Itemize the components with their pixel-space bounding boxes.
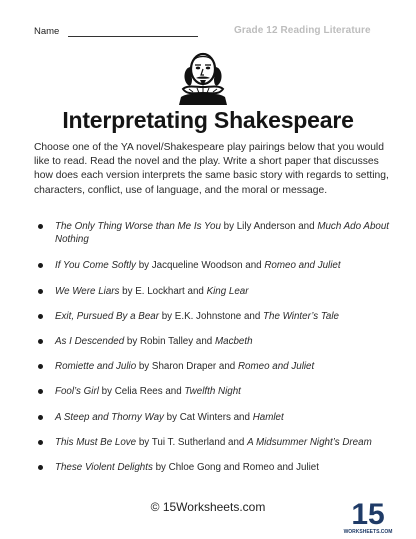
author-connector: by E. Lockhart and: [119, 285, 207, 297]
bullet-icon: [38, 224, 43, 229]
author-connector: by Celia Rees and: [98, 386, 185, 398]
novel-title: A Steep and Thorny Way: [55, 411, 164, 423]
pairing-item: [38, 310, 390, 323]
play-title: Twelfth Night: [184, 386, 241, 398]
name-label: Name: [34, 26, 60, 37]
shakespeare-portrait-icon: [173, 45, 233, 105]
novel-title: This Must Be Love: [55, 436, 137, 448]
pairing-item: [38, 360, 390, 373]
author-connector: by Robin Talley and: [124, 336, 215, 348]
bullet-icon: [38, 289, 43, 294]
author-connector: by Lily Anderson and: [220, 221, 318, 232]
play-title: King Lear: [206, 285, 249, 297]
play-title: Hamlet: [252, 411, 284, 423]
bullet-icon: [38, 364, 43, 369]
play-title: A Midsummer Night’s Dream: [247, 436, 372, 448]
bullet-icon: [38, 314, 43, 319]
logo-text: WORKSHEETS.COM: [343, 529, 393, 535]
name-line[interactable]: [68, 36, 198, 37]
bullet-icon: [38, 263, 43, 268]
pairing-item: [38, 220, 390, 246]
pairing-item: [38, 436, 390, 449]
name-row: [34, 24, 394, 40]
pairing-item: [38, 335, 390, 348]
play-title: Romeo and Juliet: [237, 361, 315, 373]
play-title: The Winter’s Tale: [263, 310, 340, 322]
grade-label: Grade 12 Reading Literature: [234, 25, 371, 36]
bullet-icon: [38, 440, 43, 445]
pairing-list: [38, 220, 390, 474]
page-title: Interpretating Shakespeare: [62, 107, 354, 133]
novel-title: Exit, Pursued By a Bear: [55, 310, 160, 322]
author-connector: by Cat Winters and: [163, 411, 253, 423]
logo-number: 15: [351, 498, 385, 531]
bullet-icon: [38, 339, 43, 344]
pairing-item: [38, 411, 390, 424]
novel-title: As I Descended: [55, 336, 125, 348]
play-title: Much Ado About Nothing: [55, 221, 390, 246]
novel-title: Fool’s Girl: [55, 386, 99, 398]
author-connector: by Chloe Gong and Romeo and Juliet: [152, 462, 319, 474]
novel-title: The Only Thing Worse than Me Is You: [55, 221, 221, 232]
author-connector: by E.K. Johnstone and: [159, 310, 264, 322]
novel-title: If You Come Softly: [55, 260, 136, 272]
play-title: Romeo and Juliet: [264, 260, 341, 272]
instructions-paragraph: Choose one of the YA novel/Shakespeare play pairings below that you would like to read. Read the novel and the play. Write a short paper that discusses how does each version interprets the same basic story with regards to setting, characters, conflict, use of language, and the moral or message.: [34, 142, 389, 196]
bullet-icon: [38, 465, 43, 470]
author-connector: by Jacqueline Woodson and: [135, 260, 265, 272]
pairing-item: [38, 461, 390, 474]
novel-title: These Violent Delights: [55, 462, 153, 474]
bullet-icon: [38, 415, 43, 420]
pairing-item: [38, 259, 390, 272]
novel-title: We Were Liars: [55, 285, 120, 297]
author-connector: by Sharon Draper and: [136, 361, 238, 373]
pairing-item: [38, 285, 390, 298]
author-connector: by Tui T. Sutherland and: [136, 436, 248, 448]
worksheets-logo-icon: [343, 497, 393, 537]
bullet-icon: [38, 389, 43, 394]
play-title: Macbeth: [214, 336, 253, 348]
footer-copyright: © 15Worksheets.com: [150, 500, 266, 514]
novel-title: Romiette and Julio: [55, 361, 137, 373]
pairing-item: [38, 385, 390, 398]
